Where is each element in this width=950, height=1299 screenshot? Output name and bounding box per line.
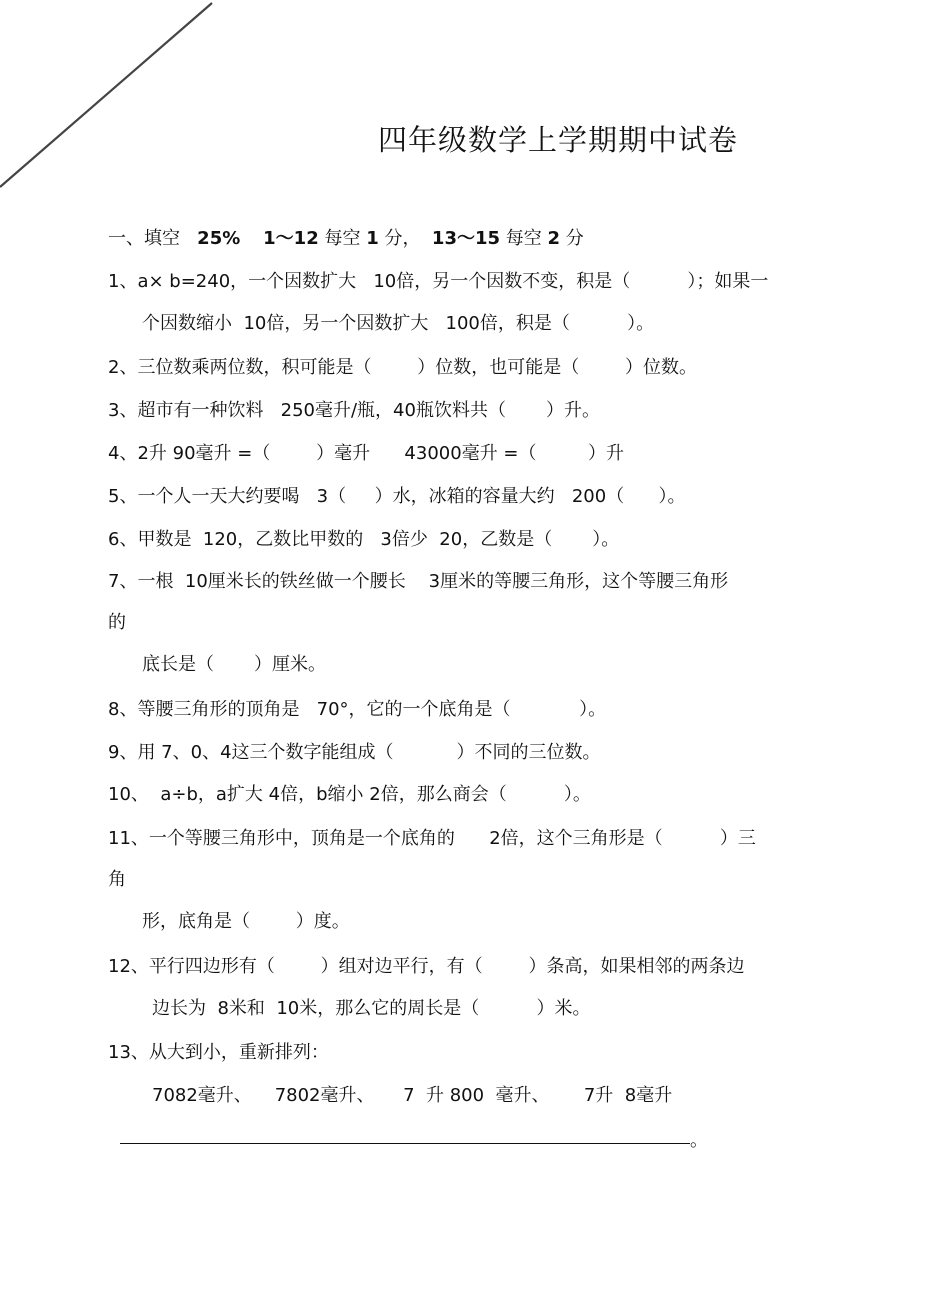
unit-a: 分， xyxy=(384,228,421,249)
question-7-line-3: 底长是（ ）厘米。 xyxy=(142,654,327,675)
question-11-line-2: 角 xyxy=(108,869,126,890)
question-1-line-2: 个因数缩小 10倍，另一个因数扩大 100倍，积是（ ）。 xyxy=(142,313,655,334)
question-12-line-2: 边长为 8米和 10米，那么它的周长是（ ）米。 xyxy=(152,998,591,1019)
points-b: 2 xyxy=(547,228,561,249)
question-13: 13、从大到小，重新排列： xyxy=(108,1042,329,1063)
corner-diagonal-line xyxy=(0,0,220,200)
question-4: 4、2升 90毫升 =（ ）毫升 43000毫升 =（ ）升 xyxy=(108,443,624,464)
question-11-line-3: 形，底角是（ ）度。 xyxy=(142,911,350,932)
each-a: 每空 xyxy=(324,228,361,249)
question-7-line-1: 7、一根 10厘米长的铁丝做一个腰长 3厘米的等腰三角形，这个等腰三角形 xyxy=(108,571,729,592)
section-label: 一、填空 xyxy=(108,228,180,249)
question-11-line-1: 11、一个等腰三角形中，顶角是一个底角的 2倍，这个三角形是（ ）三 xyxy=(108,828,756,849)
points-a: 1 xyxy=(366,228,379,249)
question-10: 10、 a÷b，a扩大 4倍，b缩小 2倍，那么商会（ ）。 xyxy=(108,784,591,805)
answer-end-period: 。 xyxy=(690,1130,708,1151)
question-5: 5、一个人一天大约要喝 3（ ）水，冰箱的容量大约 200（ ）。 xyxy=(108,486,686,507)
unit-b: 分 xyxy=(565,228,584,249)
page-title: 四年级数学上学期期中试卷 xyxy=(378,123,739,157)
section-percent: 25% xyxy=(197,228,241,249)
question-1-line-1: 1、a× b=240，一个因数扩大 10倍，另一个因数不变，积是（ ）；如果一 xyxy=(108,271,769,292)
each-b: 每空 xyxy=(505,228,542,249)
question-12-line-1: 12、平行四边形有（ ）组对边平行，有（ ）条高，如果相邻的两条边 xyxy=(108,956,745,977)
question-8: 8、等腰三角形的顶角是 70°，它的一个底角是（ ）。 xyxy=(108,699,607,720)
question-3: 3、超市有一种饮料 250毫升/瓶，40瓶饮料共（ ）升。 xyxy=(108,400,600,421)
question-13-items: 7082毫升、 7802毫升、 7 升 800 毫升、 7升 8毫升 xyxy=(152,1085,673,1106)
section-heading xyxy=(108,226,584,252)
question-2: 2、三位数乘两位数，积可能是（ ）位数，也可能是（ ）位数。 xyxy=(108,357,697,378)
range-a: 1～12 xyxy=(263,228,319,249)
question-9: 9、用 7、0、4这三个数字能组成（ ）不同的三位数。 xyxy=(108,742,601,763)
question-7-line-2: 的 xyxy=(108,612,126,633)
range-b: 13～15 xyxy=(431,228,501,249)
answer-blank-line xyxy=(120,1143,690,1144)
question-6: 6、甲数是 120，乙数比甲数的 3倍少 20，乙数是（ ）。 xyxy=(108,529,620,550)
